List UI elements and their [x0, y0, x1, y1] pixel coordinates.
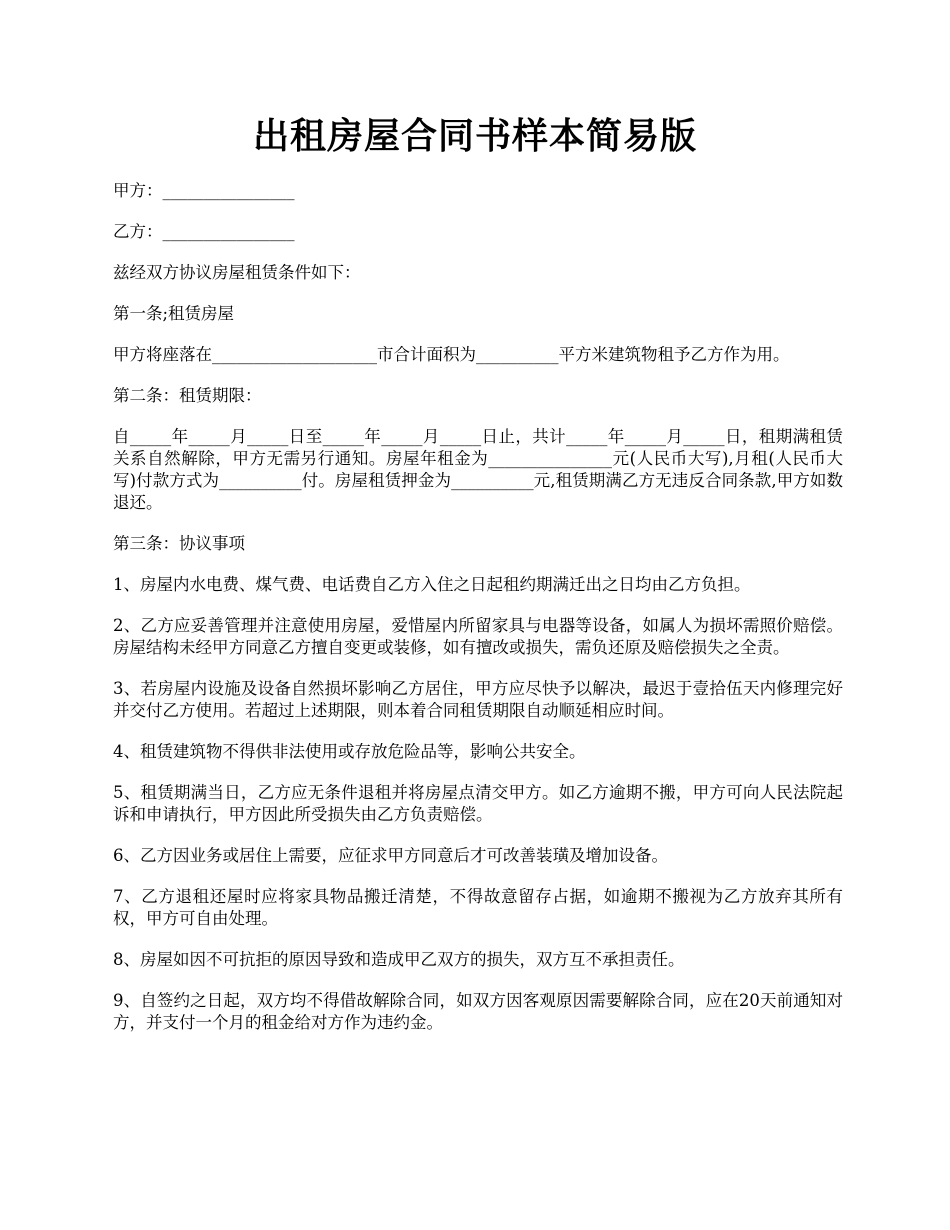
article-1-text: 甲方将座落在____________________市合计面积为__________平方米建筑物租予乙方作为用。	[113, 345, 790, 364]
clause-6: 6、乙方因业务或居住上需要，应征求甲方同意后才可改善装璜及增加设备。	[113, 846, 668, 865]
clause-5: 5、租赁期满当日，乙方应无条件退租并将房屋点清交甲方。如乙方逾期不搬，甲方可向人民法院起诉和申请执行，甲方因此所受损失由乙方负责赔偿。	[113, 783, 843, 824]
document-body	[113, 180, 843, 1053]
clause-3: 3、若房屋内设施及设备自然损坏影响乙方居住，甲方应尽快予以解决，最迟于壹拾伍天内修理完好并交付乙方使用。若超过上述期限，则本着合同租赁期限自动顺延相应时间。	[113, 679, 843, 720]
article-2-heading: 第二条：租赁期限：	[113, 386, 262, 405]
party-b-line: 乙方：________________	[113, 222, 295, 241]
clause-8: 8、房屋如因不可抗拒的原因导致和造成甲乙双方的损失，双方互不承担责任。	[113, 950, 685, 969]
article-2-text: 自_____年_____月_____日至_____年_____月_____日止，共计_____年_____月_____日，租期满租赁关系自然解除，甲方无需另行通知。房屋年租金为_______________元(人民币大写),月租(人民币大写)付款方式为__________付。房屋租赁押金为__________元,租赁期满乙方无违反合同条款,甲方如数退还。	[113, 427, 843, 512]
party-a-line: 甲方：________________	[113, 181, 295, 200]
clause-4: 4、租赁建筑物不得供非法使用或存放危险品等，影响公共安全。	[113, 742, 586, 761]
clause-7: 7、乙方退租还屋时应将家具物品搬迁清楚，不得故意留存占据，如逾期不搬视为乙方放弃其所有权，甲方可自由处理。	[113, 887, 843, 928]
clause-2: 2、乙方应妥善管理并注意使用房屋，爱惜屋内所留家具与电器等设备，如属人为损坏需照价赔偿。房屋结构未经甲方同意乙方擅自变更或装修，如有擅改或损失，需负还原及赔偿损失之全责。	[113, 616, 843, 657]
article-3-heading: 第三条：协议事项	[113, 534, 245, 553]
clause-9: 9、自签约之日起，双方均不得借故解除合同，如双方因客观原因需要解除合同，应在20天前通知对方，并支付一个月的租金给对方作为违约金。	[113, 991, 843, 1032]
article-1-heading: 第一条;租赁房屋	[113, 304, 235, 323]
clause-1: 1、房屋内水电费、煤气费、电话费自乙方入住之日起租约期满迁出之日均由乙方负担。	[113, 575, 751, 594]
intro-paragraph: 兹经双方协议房屋租赁条件如下：	[113, 263, 361, 282]
document-title: 出租房屋合同书样本简易版	[252, 115, 697, 157]
